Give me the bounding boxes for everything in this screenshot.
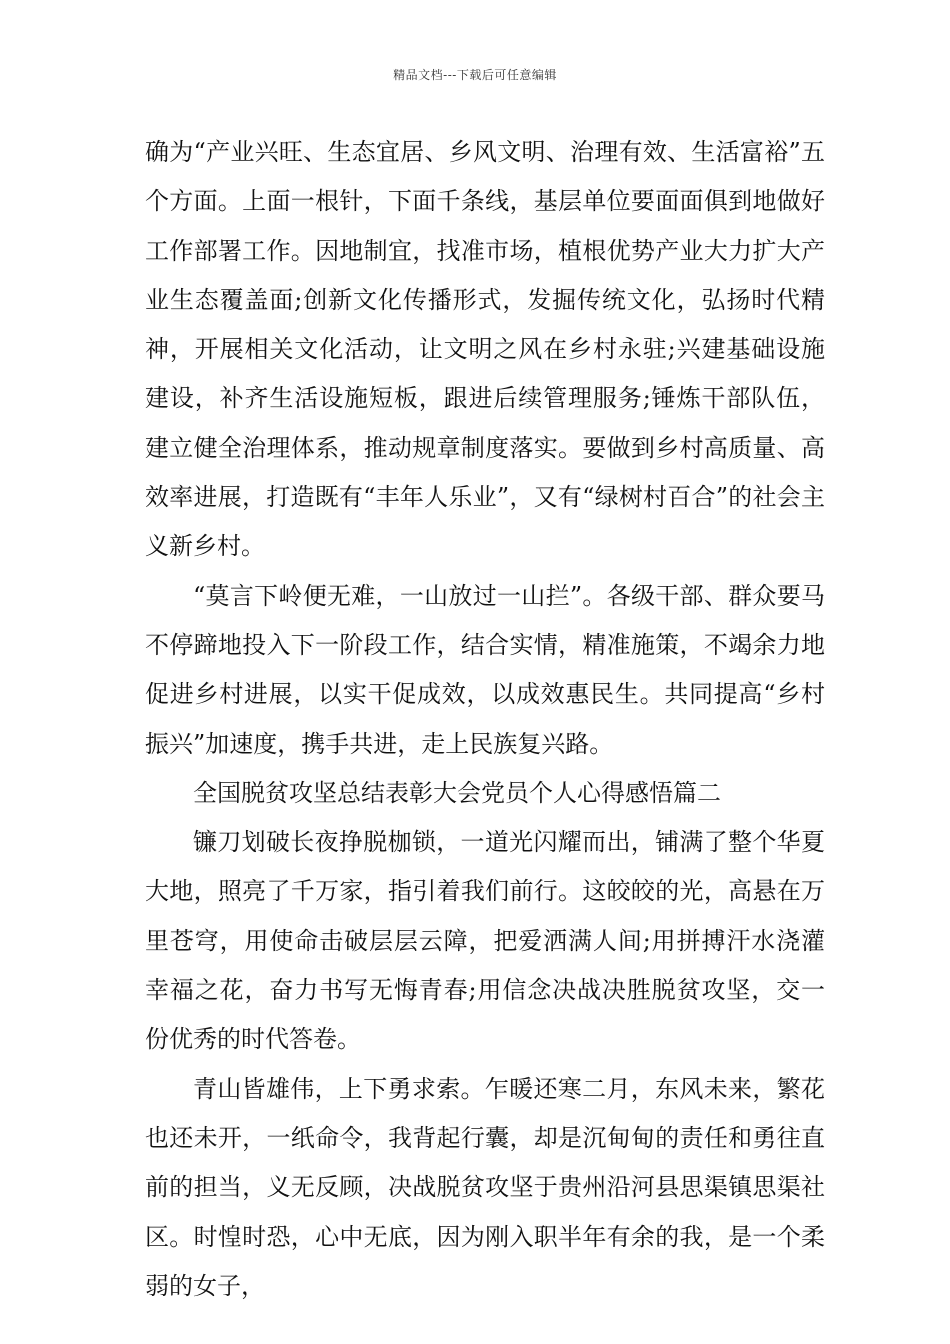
paragraph-4: 青山皆雄伟，上下勇求索。乍暖还寒二月，东风未来，繁花也还未开，一纸命令，我背起行囊，却是沉甸甸的责任和勇往直前的担当，义无反顾，决战脱贫攻坚于贵州沿河县思渠镇思渠社区。时惶时恐，心中无底，因为刚入职半年有余的我，是一个柔弱的女子，	[145, 1074, 825, 1300]
document-body	[145, 128, 825, 1311]
page-header: 精品文档---下载后可任意编辑	[393, 68, 557, 82]
paragraph-2: “莫言下岭便无难，一山放过一山拦”。各级干部、群众要马不停蹄地投入下一阶段工作，结合实情，精准施策，不竭余力地促进乡村进展，以实干促成效，以成效惠民生。共同提高“乡村振兴”加速度，携手共进，走上民族复兴路。	[145, 581, 825, 758]
paragraph-1: 确为“产业兴旺、生态宜居、乡风文明、治理有效、生活富裕”五个方面。上面一根针，下面千条线，基层单位要面面俱到地做好工作部署工作。因地制宜，找准市场，植根优势产业大力扩大产业生态覆盖面;创新文化传播形式，发掘传统文化，弘扬时代精神，开展相关文化活动，让文明之风在乡村永驻;兴建基础设施建设，补齐生活设施短板，跟进后续管理服务;锤炼干部队伍，建立健全治理体系，推动规章制度落实。要做到乡村高质量、高效率进展，打造既有“丰年人乐业”，又有“绿树村百合”的社会主义新乡村。	[145, 138, 825, 561]
paragraph-3: 镰刀划破长夜挣脱枷锁，一道光闪耀而出，铺满了整个华夏大地，照亮了千万家，指引着我们前行。这皎皎的光，高悬在万里苍穹，用使命击破层层云障，把爱洒满人间;用拼搏汗水浇灌幸福之花，奋力书写无悔青春;用信念决战决胜脱贫攻坚，交一份优秀的时代答卷。	[145, 828, 825, 1054]
section-heading: 全国脱贫攻坚总结表彰大会党员个人心得感悟篇二	[193, 778, 721, 807]
